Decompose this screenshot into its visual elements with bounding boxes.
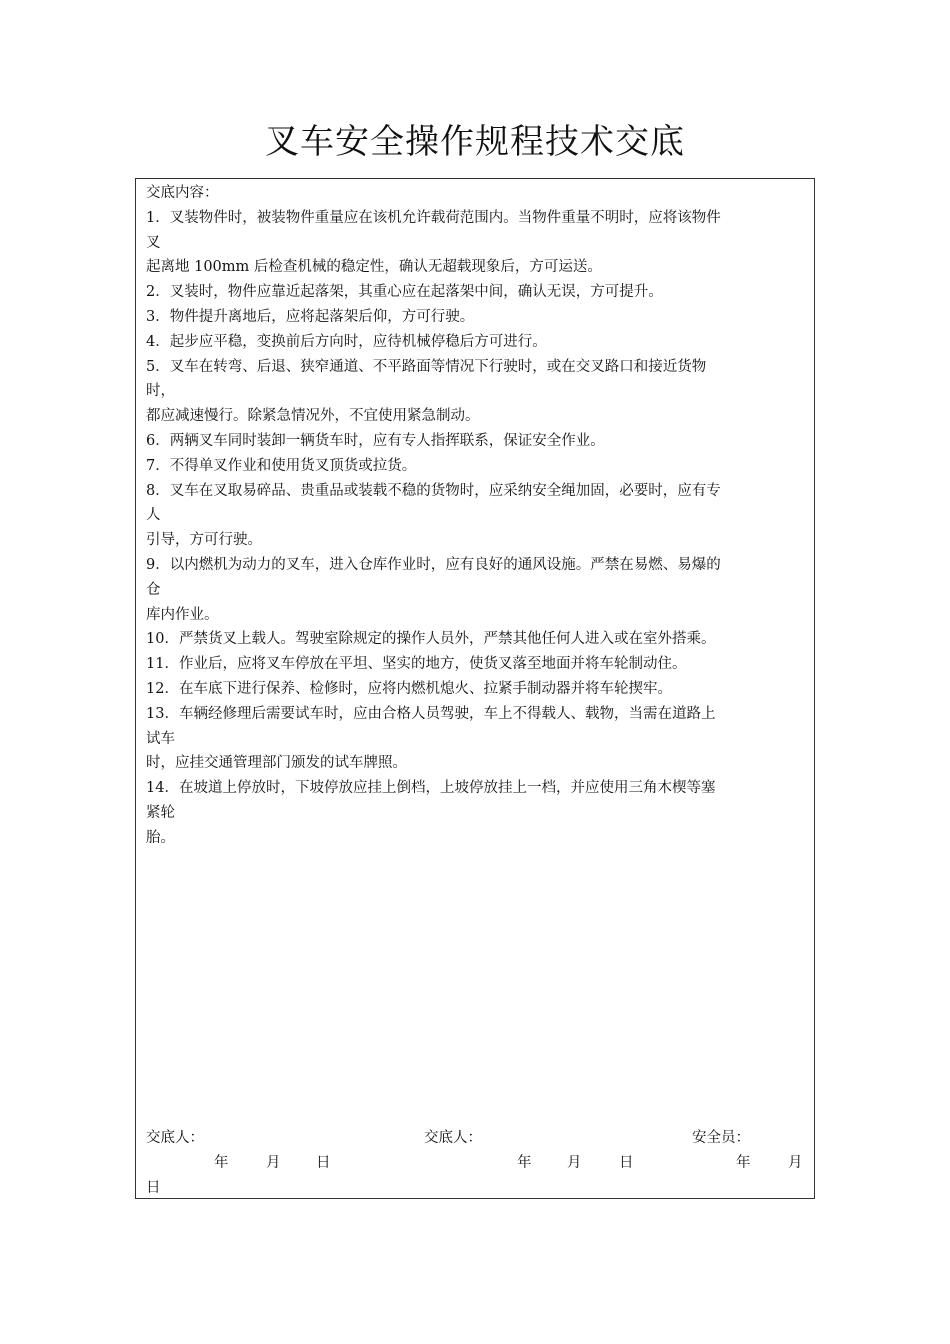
disclosure-content-box [135,178,815,1199]
date-day-3: 日 [146,1180,161,1196]
content-line: 库内作业。 [146,606,219,623]
date-year-1: 年 [214,1155,229,1171]
content-line: 6．两辆叉车同时装卸一辆货车时，应有专人指挥联系，保证安全作业。 [146,432,605,449]
safety-officer-label: 安全员： [692,1130,750,1146]
content-line: 10．严禁货叉上载人。驾驶室除规定的操作人员外，严禁其他任何人进入或在室外搭乘。 [146,631,716,648]
content-line: 9．以内燃机为动力的叉车，进入仓库作业时，应有良好的通风设施。严禁在易燃、易爆的 [146,556,721,573]
content-line: 时，应挂交通管理部门颁发的试车牌照。 [146,755,407,772]
date-day-1: 日 [316,1155,331,1171]
disclosure-content [146,181,802,851]
content-line: 2．叉装时，物件应靠近起落架，其重心应在起落架中间，确认无误，方可提升。 [146,284,663,301]
content-line: 13．车辆经修理后需要试车时，应由合格人员驾驶，车上不得载人、载物，当需在道路上 [146,705,716,722]
discloser-label-2: 交底人： [424,1130,482,1146]
content-line: 3．物件提升离地后，应将起落架后仰，方可行驶。 [146,308,475,325]
content-line: 1．叉装物件时，被装物件重量应在该机允许载荷范围内。当物件重量不明时，应将该物件 [146,209,721,226]
document-title: 叉车安全操作规程技术交底 [265,122,685,162]
content-line: 11．作业后，应将叉车停放在平坦、坚实的地方，使货叉落至地面并将车轮制动住。 [146,656,687,673]
date-month-3: 月 [788,1155,803,1171]
content-line: 交底内容： [146,185,219,201]
content-line: 4．起步应平稳，变换前后方向时，应待机械停稳后方可进行。 [146,333,547,350]
discloser-label-1: 交底人： [146,1130,204,1146]
content-line: 引导，方可行驶。 [146,532,262,549]
date-year-2: 年 [517,1155,532,1171]
content-line: 7．不得单叉作业和使用货叉顶货或拉货。 [146,457,417,474]
content-line: 都应减速慢行。除紧急情况外，不宜使用紧急制动。 [146,408,480,425]
content-line: 人 [146,507,161,524]
content-line: 胎。 [146,829,175,846]
content-line: 叉 [146,234,161,251]
content-line: 试车 [146,730,175,747]
content-line: 紧轮 [146,804,175,821]
content-line: 12．在车底下进行保养、检修时，应将内燃机熄火、拉紧手制动器并将车轮揳牢。 [146,680,672,697]
content-line: 14．在坡道上停放时，下坡停放应挂上倒档，上坡停放挂上一档，并应使用三角木楔等塞 [146,780,716,797]
content-line: 8．叉车在叉取易碎品、贵重品或装载不稳的货物时，应采纳安全绳加固，必要时，应有专 [146,482,721,499]
date-month-1: 月 [266,1155,281,1171]
date-year-3: 年 [736,1155,751,1171]
content-line: 起离地 100mm 后检查机械的稳定性，确认无超载现象后，方可运送。 [146,259,602,276]
content-line: 仓 [146,581,161,598]
date-day-2: 日 [619,1155,634,1171]
date-month-2: 月 [567,1155,582,1171]
content-line: 时， [146,383,175,400]
content-line: 5．叉车在转弯、后退、狭窄通道、不平路面等情况下行驶时，或在交叉路口和接近货物 [146,358,707,375]
